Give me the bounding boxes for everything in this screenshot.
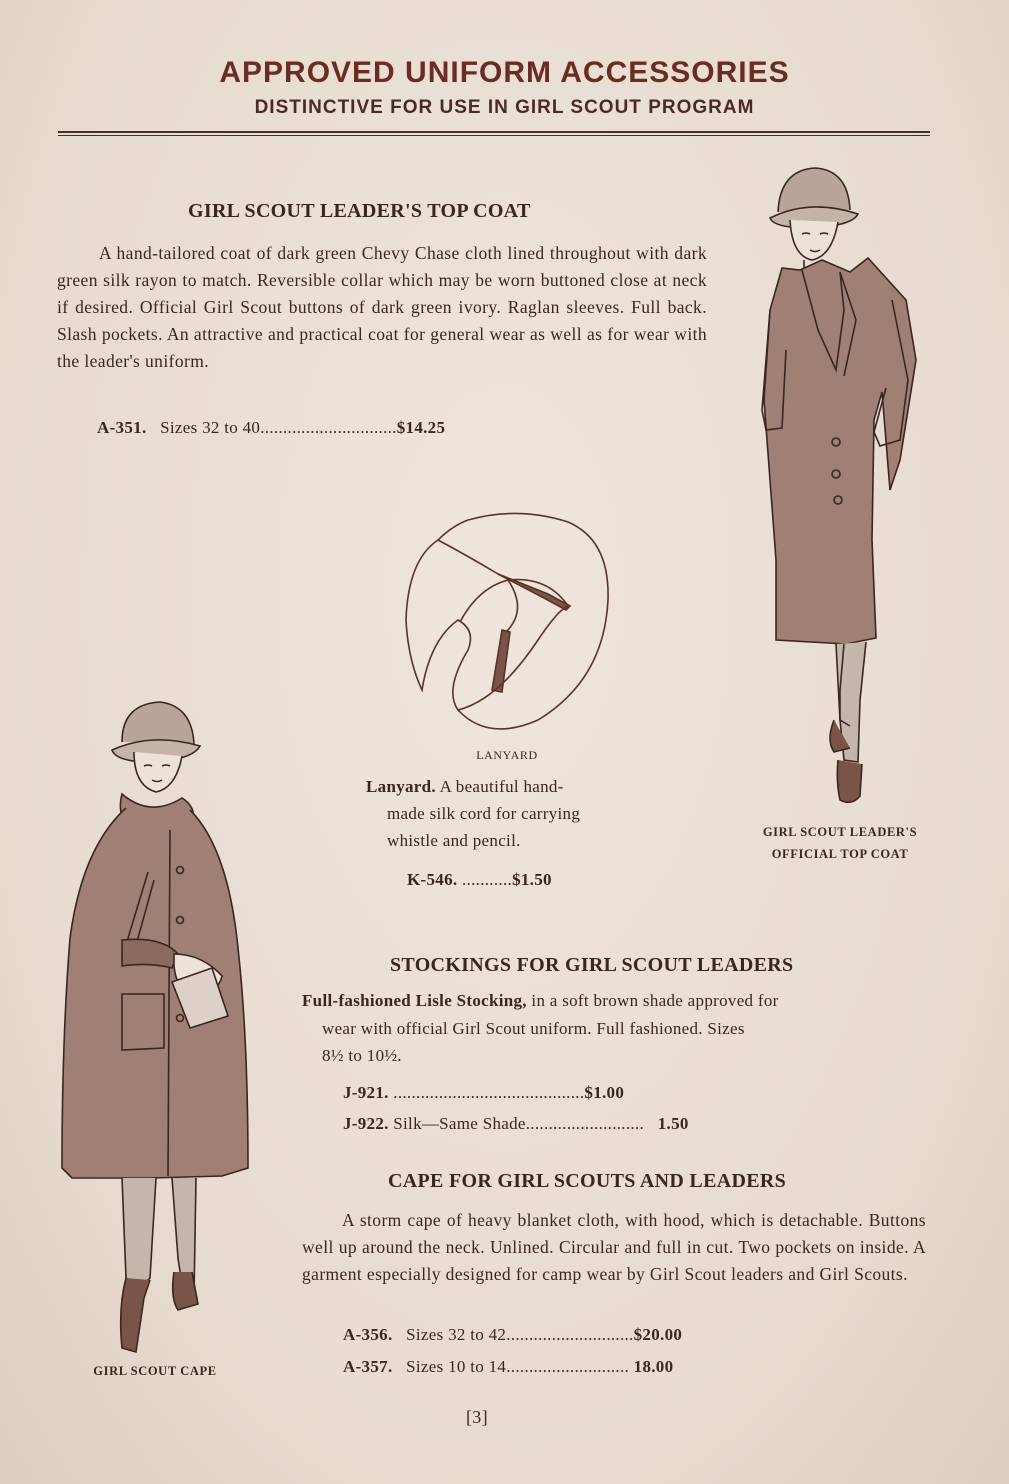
topcoat-item-price: $14.25 [396,418,446,437]
cape-item-code: A-357. [343,1357,393,1376]
stockings-item-row [343,1083,624,1103]
cape-caption: GIRL SCOUT CAPE [93,1364,217,1378]
lanyard-item-code: K-546. [407,870,458,889]
cape-item-price: 18.00 [633,1357,674,1376]
cape-item-label: Sizes 10 to 14 [406,1357,507,1376]
lanyard-price-line [407,870,552,890]
lanyard-item-leader: ........... [462,870,513,889]
cape-item-leader: ............................ [506,1325,634,1344]
page-number: [3] [466,1407,488,1427]
cape-item-code: A-356. [343,1325,393,1344]
lanyard-illustration [398,510,642,742]
stockings-item-code: J-922. [343,1114,389,1133]
stockings-line1 [302,991,779,1011]
cape-item-leader: ........................... [506,1357,630,1376]
topcoat-caption-line1: GIRL SCOUT LEADER'S [762,825,918,839]
header-rule-thick [58,131,930,133]
cape-item-row [343,1357,673,1377]
lanyard-line1 [366,777,564,797]
lanyard-description-line2: made silk cord for carrying [387,804,581,823]
page-title: APPROVED UNIFORM ACCESSORIES [219,56,790,89]
page-subtitle: DISTINCTIVE FOR USE IN GIRL SCOUT PROGRAM [254,97,755,118]
cape-description: A storm cape of heavy blanket cloth, with hood, which is detachable. Buttons well up around the neck. Unlined. Circular and full in cut. Two pockets on inside. A garment especially designed for camp wear by Girl Scout leaders and Girl Scouts. [302,1210,926,1284]
topcoat-caption-line2: OFFICIAL TOP COAT [771,847,909,861]
topcoat-illustration [740,160,940,820]
stockings-name: Full-fashioned Lisle Stocking, [302,991,527,1010]
stockings-description-line2: wear with official Girl Scout uniform. Full fashioned. Sizes [322,1019,745,1038]
lanyard-name: Lanyard. [366,777,436,796]
stockings-item-leader: .......................... [525,1114,645,1133]
stockings-description-line3: 8½ to 10½. [322,1046,402,1065]
topcoat-price-line [97,418,445,438]
stockings-item-label: Silk—Same Shade [393,1114,526,1133]
cape-item-label: Sizes 32 to 42 [406,1325,507,1344]
stockings-item-price: 1.50 [657,1114,689,1133]
stockings-item-price: $1.00 [584,1083,625,1102]
lanyard-caption: LANYARD [476,748,538,762]
topcoat-item-label: Sizes 32 to 40 [160,418,261,437]
topcoat-heading: GIRL SCOUT LEADER'S TOP COAT [188,200,531,222]
header-rule-thin [58,135,930,136]
cape-heading: CAPE FOR GIRL SCOUTS AND LEADERS [388,1170,787,1192]
stockings-heading: STOCKINGS FOR GIRL SCOUT LEADERS [390,954,794,976]
topcoat-description: A hand-tailored coat of dark green Chevy Chase cloth lined throughout with dark green silk rayon to match. Reversible collar which may be worn buttoned close at neck if desired. Official Girl Scout buttons of dark green ivory. Raglan sleeves. Full back. Slash pockets. An attractive and practical coat for general wear as well as for wear with the leader's uniform. [57,243,707,371]
lanyard-item-price: $1.50 [512,870,552,889]
topcoat-item-leader: .............................. [260,418,397,437]
cape-illustration [52,698,256,1358]
cape-item-price: $20.00 [633,1325,683,1344]
cape-item-row [343,1325,682,1345]
stockings-item-leader: .......................................... [393,1083,585,1102]
topcoat-item-code: A-351. [97,418,147,437]
stockings-description-line1: in a soft brown shade approved for [531,991,779,1010]
stockings-item-code: J-921. [343,1083,389,1102]
lanyard-description-line1: A beautiful hand- [439,777,564,796]
stockings-item-row [343,1114,689,1134]
lanyard-description-line3: whistle and pencil. [387,831,521,850]
